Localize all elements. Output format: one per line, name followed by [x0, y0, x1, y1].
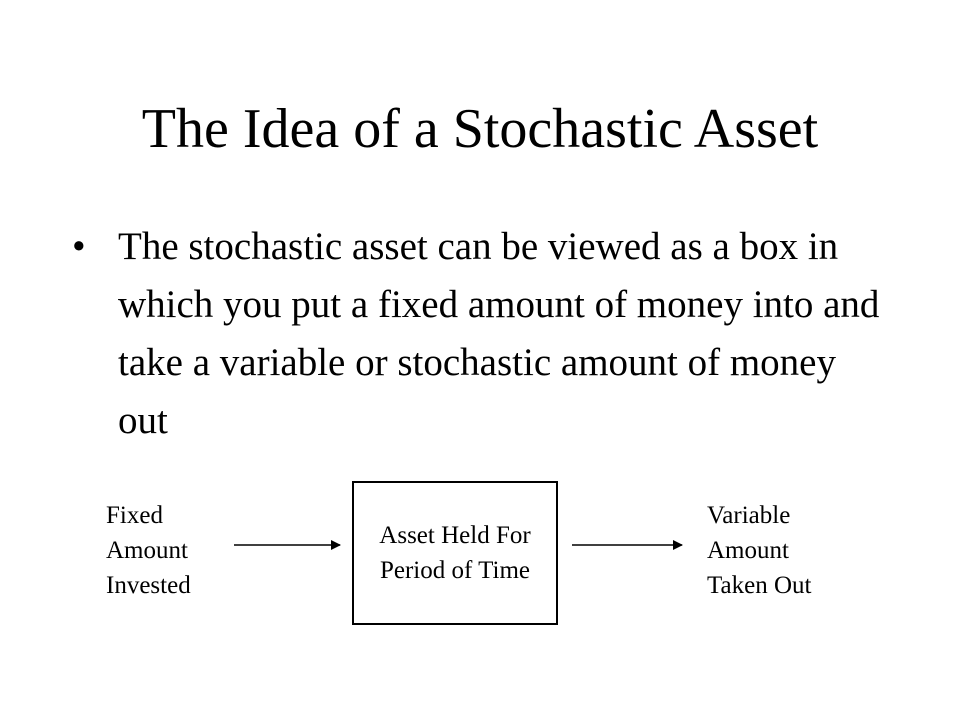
asset-box-line: Asset Held For — [379, 522, 531, 549]
asset-box-line: Period of Time — [379, 557, 531, 584]
input-label-line: Amount — [106, 537, 188, 564]
output-label-line: Variable — [707, 502, 791, 529]
bullet-marker: • — [72, 225, 86, 268]
input-label-line: Fixed — [106, 502, 163, 529]
input-label-line: Invested — [106, 572, 191, 599]
output-label-line: Amount — [707, 537, 789, 564]
output-label-line: Taken Out — [707, 572, 812, 599]
asset-box — [352, 481, 558, 625]
slide-title: The Idea of a Stochastic Asset — [141, 98, 819, 160]
input-label — [106, 498, 191, 603]
output-label — [707, 498, 811, 603]
bullet-text: The stochastic asset can be viewed as a box in which you put a fixed amount of money into and take a variable or stochastic amount of money out — [118, 225, 880, 442]
